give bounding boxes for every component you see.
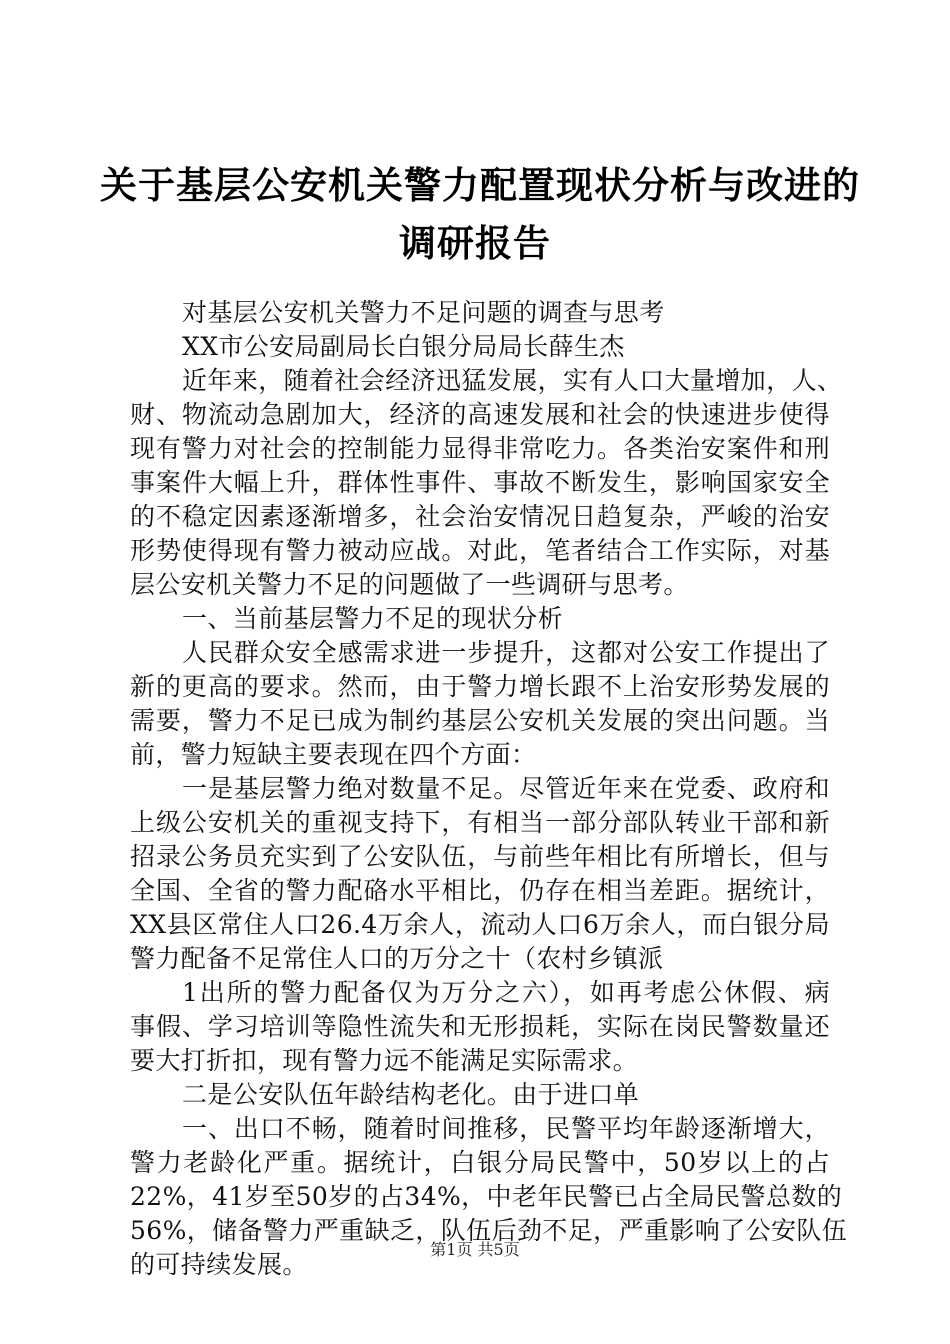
paragraph-line: 56%，储备警力严重缺乏，队伍后劲不足，严重影响了公安队伍 <box>130 1216 848 1245</box>
paragraph-line: 要大打折扣，现有警力远不能满足实际需求。 <box>130 1046 639 1075</box>
paragraph-line: 全国、全省的警力配硌水平相比，仍存在相当差距。据统计， <box>130 876 830 905</box>
paragraph-line: 二是公安队伍年龄结构老化。由于进口单 <box>182 1080 640 1109</box>
paragraph-line: 新的更高的要求。然而，由于警力增长跟不上治安形势发展的 <box>130 672 830 701</box>
paragraph-line: 需要，警力不足已成为制约基层公安机关发展的突出问题。当 <box>130 706 830 735</box>
paragraph-line: 前，警力短缺主要表现在四个方面： <box>130 740 537 769</box>
paragraph-line: 警力配备不足常住人口的万分之十（农村乡镇派 <box>130 944 664 973</box>
paragraph-line: 层公安机关警力不足的问题做了一些调研与思考。 <box>130 570 689 599</box>
paragraph-line: 招录公务员充实到了公安队伍，与前些年相比有所增长，但与 <box>130 842 830 871</box>
paragraph-line: 形势使得现有警力被动应战。对此，笔者结合工作实际，对基 <box>130 536 830 565</box>
page-number-footer: 第1页 共5页 <box>430 1240 520 1259</box>
paragraph-line: 一是基层警力绝对数量不足。尽管近年来在党委、政府和 <box>182 774 830 803</box>
paragraph-line: 的不稳定因素逐渐增多，社会治安情况日趋复杂，严峻的治安 <box>130 502 830 531</box>
paragraph-line: 事假、学习培训等隐性流失和无形损耗，实际在岗民警数量还 <box>130 1012 830 1041</box>
paragraph-line: 1出所的警力配备仅为万分之六），如再考虑公休假、病 <box>182 978 830 1007</box>
paragraph-line: 警力老龄化严重。据统计，白银分局民警中，50岁以上的占 <box>130 1148 830 1177</box>
author-line: XX市公安局副局长白银分局局长薛生杰 <box>182 332 625 361</box>
document-title-line-2: 调研报告 <box>399 222 551 265</box>
paragraph-line: 一、出口不畅，随着时间推移，民警平均年龄逐渐增大， <box>182 1114 830 1143</box>
paragraph-line: 22%，41岁至50岁的占34%，中老年民警已占全局民警总数的 <box>130 1182 843 1211</box>
document-title-line-1: 关于基层公安机关警力配置现状分析与改进的 <box>100 164 860 207</box>
paragraph-line: 的可持续发展。 <box>130 1250 308 1279</box>
paragraph-line: XX县区常住人口26.4万余人，流动人口6万余人，而白银分局 <box>130 910 830 939</box>
paragraph-line: 事案件大幅上升，群体性事件、事故不断发生，影响国家安全 <box>130 468 830 497</box>
paragraph-line: 近年来，随着社会经济迅猛发展，实有人口大量增加，人、 <box>182 366 843 395</box>
paragraph-line: 上级公安机关的重视支持下，有相当一部分部队转业干部和新 <box>130 808 830 837</box>
paragraph-line: 现有警力对社会的控制能力显得非常吃力。各类治安案件和刑 <box>130 434 830 463</box>
paragraph-line: 财、物流动急剧加大，经济的高速发展和社会的快速进步使得 <box>130 400 830 429</box>
document-body <box>130 296 848 1282</box>
subtitle: 对基层公安机关警力不足问题的调查与思考 <box>182 298 665 327</box>
paragraph-line: 人民群众安全感需求进一步提升，这都对公安工作提出了 <box>182 638 830 667</box>
section-heading: 一、当前基层警力不足的现状分析 <box>182 604 564 633</box>
